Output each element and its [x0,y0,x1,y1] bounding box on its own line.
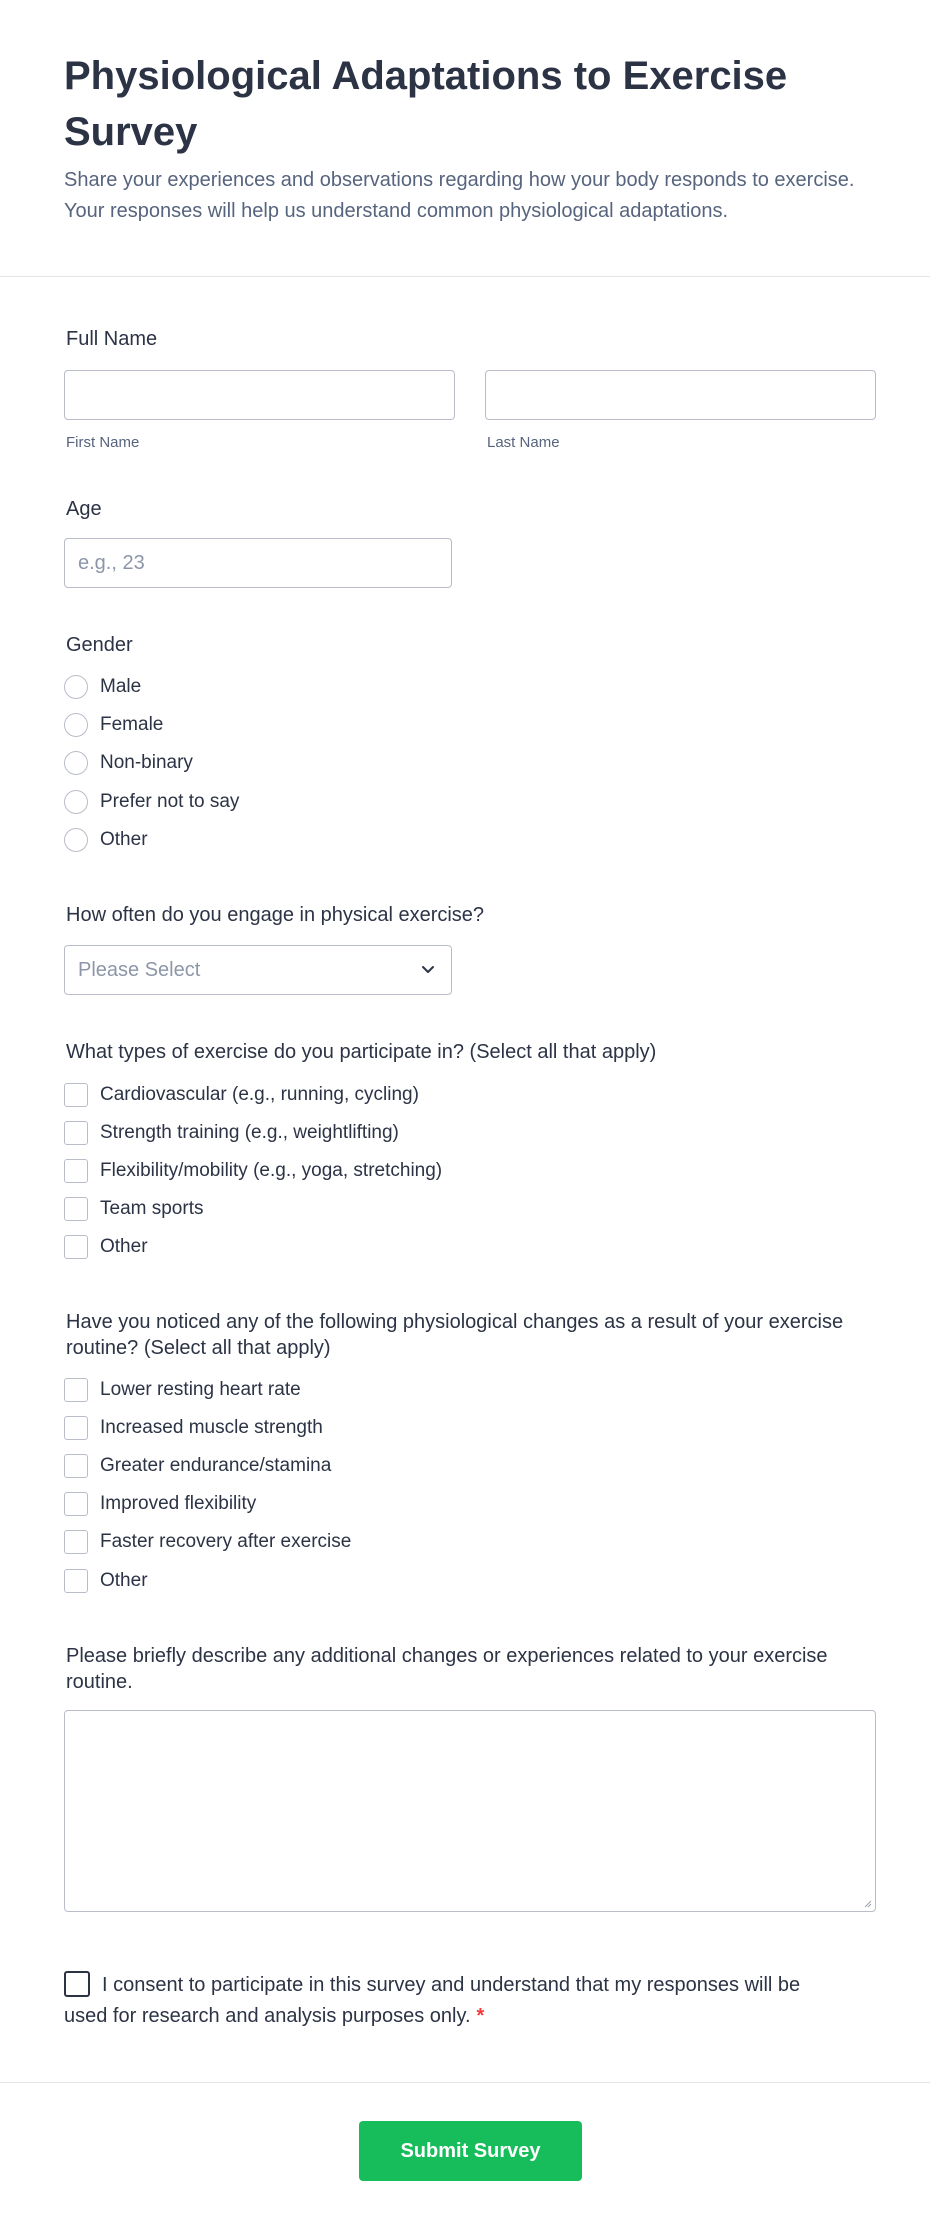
radio-button[interactable] [64,751,88,775]
checkbox[interactable] [64,1416,88,1440]
checkbox[interactable] [64,1083,88,1107]
radio-button[interactable] [64,675,88,699]
checkbox-label: Flexibility/mobility (e.g., yoga, stretching) [100,1160,443,1181]
changes-label: Have you noticed any of the following physiological changes as a result of your exercise routine? (Select all that apply) [66,1311,844,1359]
checkbox-label: Lower resting heart rate [100,1379,301,1400]
age-label: Age [66,498,102,520]
checkbox-label: Other [100,1236,148,1257]
submit-button[interactable]: Submit Survey [359,2121,582,2181]
exercise-option-cardio[interactable] [64,1082,419,1108]
select-value: Please Select [78,959,201,981]
change-option-recovery[interactable] [64,1529,351,1555]
checkbox-label: Cardiovascular (e.g., running, cycling) [100,1084,419,1105]
change-option-heart-rate[interactable] [64,1377,301,1403]
footer-divider [0,2082,930,2083]
full-name-label: Full Name [66,328,158,350]
last-name-sublabel: Last Name [487,434,560,451]
exercise-types-label: What types of exercise do you participate in? (Select all that apply) [66,1041,657,1063]
change-option-flexibility[interactable] [64,1491,256,1517]
description-textarea[interactable] [64,1710,876,1912]
radio-label: Male [100,676,142,697]
checkbox-label: Team sports [100,1198,204,1219]
first-name-input[interactable] [64,370,455,420]
required-mark: * [476,2005,485,2027]
checkbox[interactable] [64,1569,88,1593]
checkbox[interactable] [64,1121,88,1145]
checkbox-label: Strength training (e.g., weightlifting) [100,1122,399,1143]
radio-label: Non-binary [100,752,193,773]
radio-label: Female [100,714,164,735]
checkbox-label: Increased muscle strength [100,1417,323,1438]
consent-label [64,1970,824,2032]
checkbox[interactable] [64,1159,88,1183]
change-option-other[interactable] [64,1568,148,1594]
checkbox[interactable] [64,1492,88,1516]
exercise-option-flexibility[interactable] [64,1158,442,1184]
chevron-down-icon [419,960,437,978]
exercise-option-other[interactable] [64,1234,148,1260]
page-subtitle: Share your experiences and observations regarding how your body responds to exercise. Your responses will help us understand common physiological adaptations. [64,169,855,222]
resize-grip-icon[interactable] [862,1898,872,1908]
frequency-select[interactable] [64,945,452,995]
exercise-option-strength[interactable] [64,1120,399,1146]
first-name-sublabel: First Name [66,434,140,451]
radio-label: Prefer not to say [100,791,240,812]
age-input[interactable] [64,538,452,588]
checkbox[interactable] [64,1197,88,1221]
gender-option-male[interactable] [64,674,141,700]
change-option-muscle-strength[interactable] [64,1415,323,1441]
gender-option-female[interactable] [64,712,163,738]
radio-button[interactable] [64,828,88,852]
checkbox[interactable] [64,1530,88,1554]
gender-option-prefer-not-to-say[interactable] [64,789,239,815]
checkbox[interactable] [64,1235,88,1259]
checkbox[interactable] [64,1454,88,1478]
page-title: Physiological Adaptations to Exercise Survey [64,54,788,154]
radio-label: Other [100,829,148,850]
exercise-option-team-sports[interactable] [64,1196,203,1222]
radio-button[interactable] [64,790,88,814]
frequency-label: How often do you engage in physical exercise? [66,904,485,926]
form-header [0,0,930,277]
consent-text: I consent to participate in this survey and understand that my responses will be used for research and analysis purposes only. [64,1974,801,2027]
checkbox-label: Improved flexibility [100,1493,257,1514]
gender-label: Gender [66,634,133,656]
change-option-endurance[interactable] [64,1453,331,1479]
checkbox-label: Faster recovery after exercise [100,1531,352,1552]
description-label: Please briefly describe any additional changes or experiences related to your exercise routine. [66,1645,828,1693]
last-name-input[interactable] [485,370,876,420]
checkbox[interactable] [64,1378,88,1402]
checkbox-label: Other [100,1570,148,1591]
radio-button[interactable] [64,713,88,737]
gender-option-non-binary[interactable] [64,750,193,776]
gender-option-other[interactable] [64,827,148,853]
checkbox-label: Greater endurance/stamina [100,1455,332,1476]
